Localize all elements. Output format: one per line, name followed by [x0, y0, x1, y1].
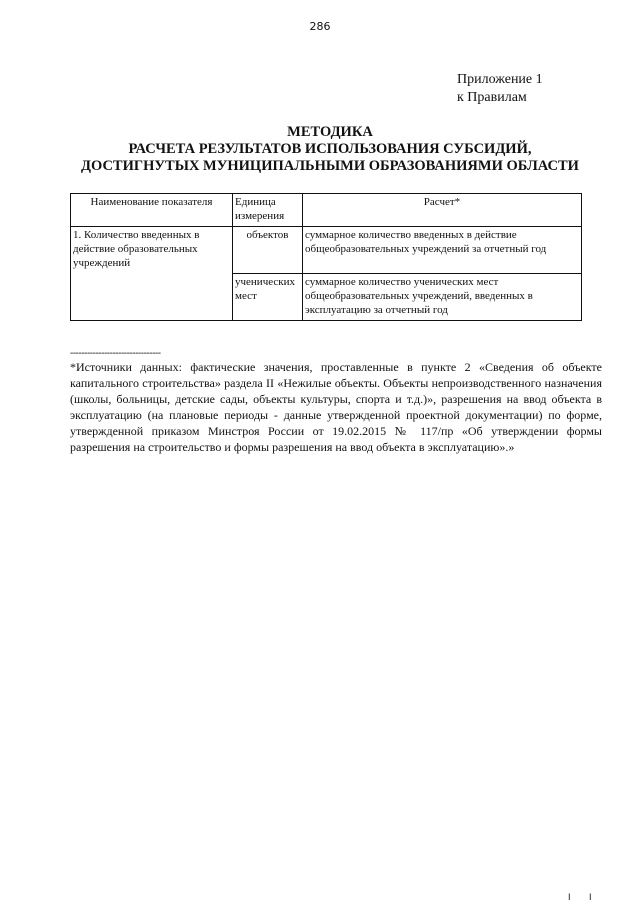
title-line: ДОСТИГНУТЫХ МУНИЦИПАЛЬНЫМИ ОБРАЗОВАНИЯМИ ОБЛАСТИ [81, 158, 579, 174]
table-row [71, 227, 582, 274]
header-unit: Единица измерения [233, 194, 303, 227]
title-line: МЕТОДИКА [287, 124, 373, 140]
appendix-line: к Правилам [457, 90, 527, 105]
appendix-reference [457, 71, 543, 107]
unit-cell: ученических мест [233, 274, 303, 321]
calculation-cell: суммарное количество введенных в действие общеобразовательных учреждений за отчетный год [303, 227, 582, 274]
indicator-name-cell: 1. Количество введенных в действие образовательных учреждений [71, 227, 233, 321]
footnote-separator: -------------------------------- [70, 348, 161, 359]
scan-marks: I I [568, 892, 600, 902]
header-indicator: Наименование показателя [71, 194, 233, 227]
page-number: 286 [309, 20, 331, 33]
document-title [40, 124, 620, 175]
footnote-text: *Источники данных: фактические значения, проставленные в пункте 2 «Сведения об объекте капитального строительства» раздела II «Нежилые объекты. Объекты непроизводственного назначения (школы, больницы, детские сады, объекты культуры, спорта и т.д.)», разрешения на ввод объекта в эксплуатацию (на плановые периоды - данные утвержденной проектной документации) по форме, утвержденной приказом Минстроя России от 19.02.2015 № 117/пр «Об утверждении формы разрешения на строительство и формы разрешения на ввод объекта в эксплуатацию».» [70, 360, 602, 454]
title-line: РАСЧЕТА РЕЗУЛЬТАТОВ ИСПОЛЬЗОВАНИЯ СУБСИДИЙ, [128, 141, 532, 157]
table-header-row [71, 194, 582, 227]
unit-cell: объектов [233, 227, 303, 274]
appendix-line: Приложение 1 [457, 72, 543, 87]
calculation-cell: суммарное количество ученических мест общеобразовательных учреждений, введенных в эксплуатацию за отчетный год [303, 274, 582, 321]
header-calculation: Расчет* [303, 194, 582, 227]
methodology-table [70, 193, 582, 321]
